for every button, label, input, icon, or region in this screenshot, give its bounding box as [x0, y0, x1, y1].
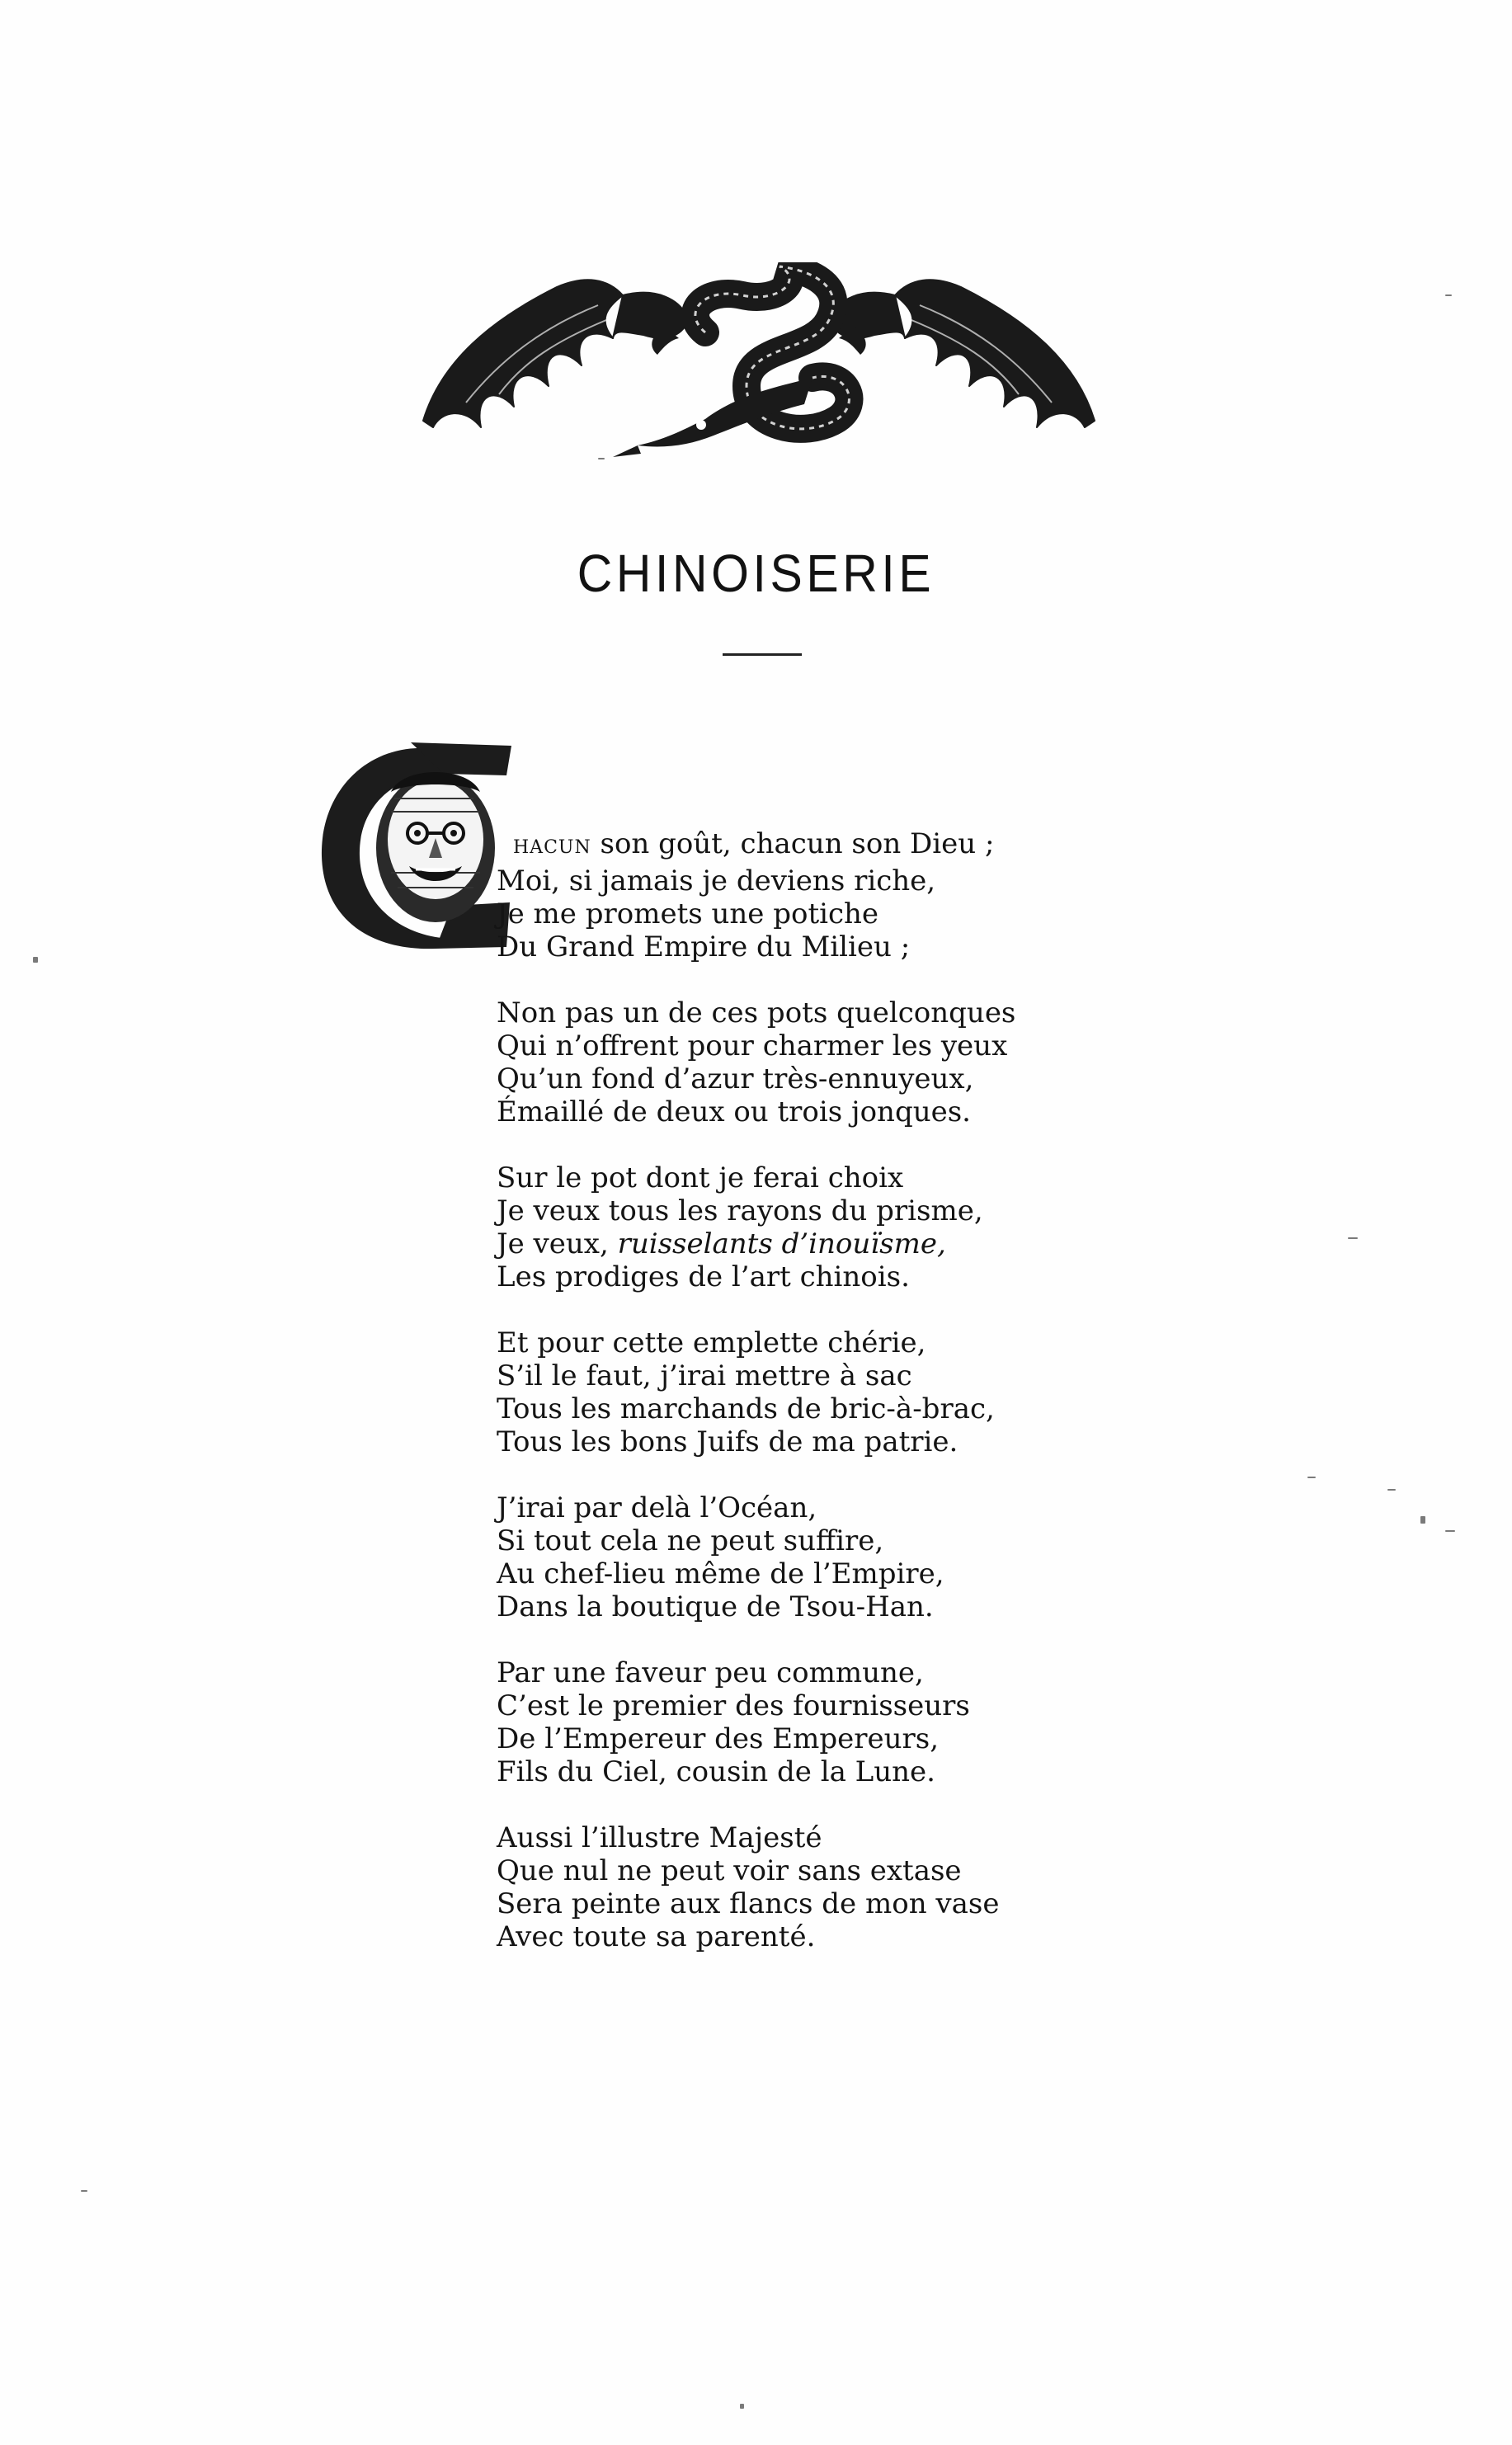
poem-line: Dans la boutique de Tsou-Han. — [497, 1590, 934, 1623]
paper-speck — [1387, 1489, 1396, 1491]
poem-line: Les prodiges de l’art chinois. — [497, 1260, 910, 1293]
illustrated-dropcap-icon — [312, 741, 518, 957]
stanza-2 — [497, 996, 1074, 1128]
stanza-7 — [497, 1821, 1074, 1953]
paper-speck — [1420, 1516, 1425, 1524]
dragon-ornament-icon — [417, 262, 1101, 478]
poem-line: Du Grand Empire du Milieu ; — [497, 930, 911, 963]
poem-line: Je veux tous les rayons du prisme, — [497, 1194, 983, 1227]
lead-smallcaps: HACUN — [513, 837, 591, 858]
poem-line: Sera peinte aux flancs de mon vase — [497, 1887, 1000, 1920]
poem-line: Je me promets une potiche — [497, 897, 879, 930]
poem-line-text: son goût, chacun son Dieu ; — [600, 827, 995, 860]
paper-speck — [1445, 294, 1452, 296]
poem-line: De l’Empereur des Empereurs, — [497, 1722, 940, 1755]
paper-speck — [81, 2190, 87, 2192]
stanza-4 — [497, 1326, 1074, 1458]
poem-line: Tous les marchands de bric-à-brac, — [497, 1392, 995, 1425]
poem-line: Fils du Ciel, cousin de la Lune. — [497, 1755, 935, 1788]
poem-line: Tous les bons Juifs de ma patrie. — [497, 1425, 959, 1458]
poem-line: Au chef-lieu même de l’Empire, — [497, 1557, 944, 1590]
poem-line: J’irai par delà l’Océan, — [497, 1491, 817, 1524]
poem-line: C’est le premier des fournisseurs — [497, 1689, 970, 1722]
italic-phrase: ruisselants d’inouïsme, — [617, 1227, 946, 1260]
stanza-5 — [497, 1491, 1074, 1623]
paper-speck — [1307, 1477, 1316, 1478]
poem-line: Sur le pot dont je ferai choix — [497, 1161, 904, 1194]
poem-line: Que nul ne peut voir sans extase — [497, 1854, 962, 1887]
poem-line: Qui n’offrent pour charmer les yeux — [497, 1029, 1008, 1062]
poem-body — [497, 827, 1074, 1986]
poem-line-text: Je veux, — [497, 1227, 618, 1260]
poem-line: Aussi l’illustre Majesté — [497, 1821, 822, 1854]
poem-line: Non pas un de ces pots quelconques — [497, 996, 1016, 1029]
stanza-3 — [497, 1161, 1074, 1293]
poem-line: Avec toute sa parenté. — [497, 1920, 816, 1953]
poem-line: Qu’un fond d’azur très-ennuyeux, — [497, 1062, 974, 1095]
poem-line: S’il le faut, j’irai mettre à sac — [497, 1359, 912, 1392]
paper-speck — [1445, 1530, 1455, 1532]
poem-line: Émaillé de deux ou trois jonques. — [497, 1095, 971, 1128]
paper-speck — [740, 2404, 744, 2409]
paper-speck — [33, 957, 38, 963]
paper-speck — [1348, 1237, 1358, 1239]
title-divider — [723, 653, 802, 656]
poem-line — [497, 827, 1074, 864]
poem-line: Par une faveur peu commune, — [497, 1656, 924, 1689]
poem-line — [497, 1227, 1074, 1260]
poem-line: Si tout cela ne peut suffire, — [497, 1524, 884, 1557]
stanza-6 — [497, 1656, 1074, 1788]
page-title: CHINOISERIE — [577, 544, 935, 603]
poem-line: Moi, si jamais je deviens riche, — [497, 864, 936, 897]
poem-line: Et pour cette emplette chérie, — [497, 1326, 926, 1359]
stanza-1 — [497, 827, 1074, 963]
